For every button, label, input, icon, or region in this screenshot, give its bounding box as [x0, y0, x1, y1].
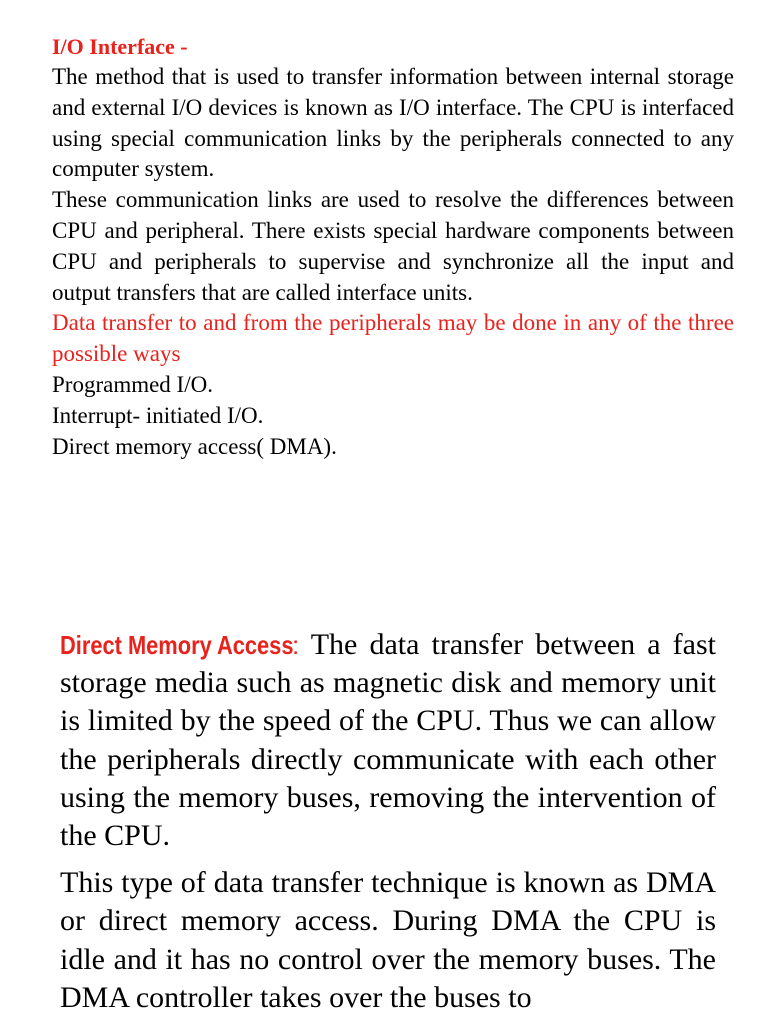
dma-section [60, 626, 716, 1017]
way-direct-memory-access: Direct memory access( DMA). [52, 433, 337, 459]
way-interrupt-initiated-io: Interrupt- initiated I/O. [52, 402, 264, 428]
io-interface-section [52, 32, 734, 462]
dma-heading: Direct Memory Access [60, 630, 294, 660]
io-interface-heading: I/O Interface - [52, 34, 188, 59]
dma-paragraph-1 [60, 626, 716, 855]
transfer-ways-intro: Data transfer to and from the peripherals may be done in any of the three possible ways [52, 310, 734, 367]
dma-paragraph-1-text: The data transfer between a fast storage media such as magnetic disk and memory unit is limited by the speed of the CPU. Thus we can allow the peripherals directly communicate with each other using the memory buses, removing the intervention of the CPU. [60, 628, 716, 853]
io-interface-paragraph-2: These communication links are used to resolve the differences between CPU and peripheral. There exists special hardware components between CPU and peripherals to supervise and synchronize all the input and output transfers that are called interface units. [52, 187, 734, 305]
dma-paragraph-2: This type of data transfer technique is known as DMA or direct memory access. During DMA the CPU is idle and it has no control over the memory buses. The DMA controller takes over the buses to [60, 866, 716, 1014]
io-interface-paragraph-1: The method that is used to transfer information between internal storage and external I/O devices is known as I/O interface. The CPU is interfaced using special communication links by the peripherals connected to any computer system. [52, 64, 734, 182]
way-programmed-io: Programmed I/O. [52, 371, 213, 397]
dma-heading-colon: : [291, 630, 300, 660]
